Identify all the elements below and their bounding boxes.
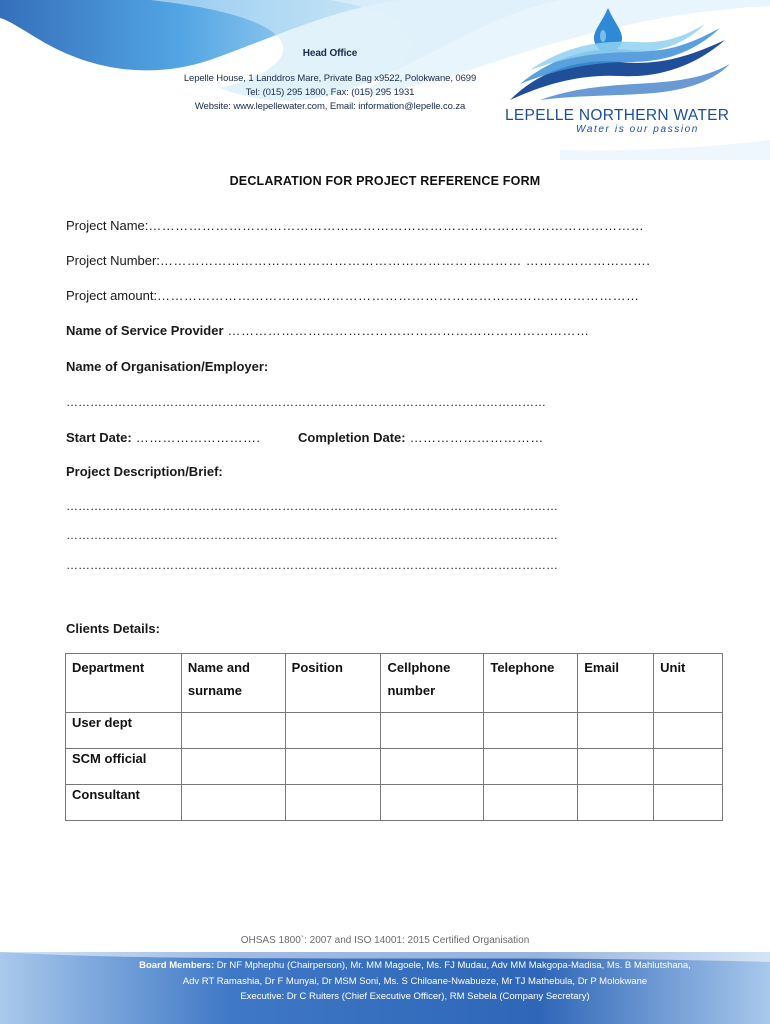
table-cell[interactable]	[578, 749, 654, 785]
completion-date-field[interactable]	[298, 430, 544, 445]
table-row	[66, 785, 723, 821]
description-line-1[interactable]: ……………………………………………………………………………………………………………	[66, 499, 558, 513]
service-provider-field[interactable]	[66, 323, 589, 338]
table-cell[interactable]	[285, 749, 381, 785]
header-cellphone: Cellphone number	[381, 654, 484, 713]
table-cell[interactable]	[181, 713, 285, 749]
project-name-label: Project Name:	[66, 218, 149, 233]
board-line-2: Adv RT Ramashia, Dr F Munyai, Dr MSM Soni, Ms. S Chiloane-Nwabueze, Mr TJ Mathebula, Dr P Molokwane	[182, 975, 648, 987]
organisation-label: Name of Organisation/Employer:	[66, 359, 269, 374]
organisation-field[interactable]: …………………………………………………………………………………………………………	[66, 395, 546, 409]
table-cell[interactable]	[578, 713, 654, 749]
table-cell[interactable]	[654, 749, 723, 785]
table-cell[interactable]	[484, 785, 578, 821]
board-line-1: Board Members: Dr NF Mphephu (Chairperson), Mr. MM Magoele, Ms. FJ Mudau, Adv MM Makgopa-Madisa, Ms. B Mahlutshana,	[139, 960, 691, 971]
clients-details-label: Clients Details:	[66, 621, 160, 636]
service-provider-dots: ………………………………………………………………………	[223, 323, 590, 338]
board-line-3: Executive: Dr C Ruiters (Chief Executive Officer), RM Sebela (Company Secretary)	[240, 991, 590, 1002]
completion-date-label: Completion Date:	[298, 430, 406, 445]
project-number-field[interactable]	[66, 253, 650, 268]
logo-tagline: Water is our passion	[576, 124, 699, 135]
project-amount-label: Project amount:	[66, 288, 158, 303]
completion-date-dots: …………………………	[405, 430, 544, 445]
project-amount-dots: ………………………………………………………………………………………………	[157, 288, 640, 303]
table-cell[interactable]	[654, 785, 723, 821]
header-email: Email	[578, 654, 654, 713]
head-office-title: Head Office	[302, 48, 358, 59]
head-office-web: Website: www.lepellewater.com, Email: information@lepelle.co.za	[194, 101, 466, 112]
certification-text: OHSAS 1800`: 2007 and ISO 14001: 2015 Certified Organisation	[240, 935, 530, 946]
table-cell[interactable]	[484, 713, 578, 749]
project-number-dots: ……………………………………………………………………… ……………………….	[159, 253, 651, 268]
table-cell[interactable]	[381, 713, 484, 749]
table-cell[interactable]	[181, 749, 285, 785]
start-date-dots: ……………………….	[131, 430, 261, 445]
header-telephone: Telephone	[484, 654, 578, 713]
header-name-surname: Name and surname	[181, 654, 285, 713]
table-cell[interactable]	[285, 785, 381, 821]
table-row	[66, 749, 723, 785]
table-cell[interactable]	[578, 785, 654, 821]
head-office-address: Lepelle House, 1 Landdros Mare, Private Bag x9522, Polokwane, 0699	[183, 73, 477, 84]
table-cell[interactable]	[381, 785, 484, 821]
table-cell[interactable]	[654, 713, 723, 749]
table-cell[interactable]	[484, 749, 578, 785]
header-department: Department	[66, 654, 182, 713]
project-number-label: Project Number:	[66, 253, 160, 268]
table-row	[66, 713, 723, 749]
logo-wordmark: LEPELLE NORTHERN WATER	[505, 107, 730, 124]
table-cell[interactable]	[381, 749, 484, 785]
board-members-block	[95, 958, 735, 1005]
project-amount-field[interactable]	[66, 288, 639, 303]
table-header-row	[66, 654, 723, 713]
description-line-2[interactable]: ……………………………………………………………………………………………………………	[66, 528, 558, 542]
head-office-phone: Tel: (015) 295 1800, Fax: (015) 295 1931	[245, 87, 415, 98]
service-provider-label: Name of Service Provider	[66, 323, 224, 338]
header-position: Position	[285, 654, 381, 713]
table-cell[interactable]	[181, 785, 285, 821]
project-name-dots: …………………………………………………………………………………………………	[148, 218, 645, 233]
start-date-label: Start Date:	[66, 430, 132, 445]
row-label-user-dept: User dept	[66, 713, 182, 749]
form-title: DECLARATION FOR PROJECT REFERENCE FORM	[229, 174, 541, 188]
project-name-field[interactable]	[66, 218, 644, 233]
description-line-3[interactable]: ……………………………………………………………………………………………………………	[66, 558, 558, 572]
row-label-scm-official: SCM official	[66, 749, 182, 785]
head-office-block	[150, 47, 510, 114]
row-label-consultant: Consultant	[66, 785, 182, 821]
start-date-field[interactable]	[66, 430, 260, 445]
description-label: Project Description/Brief:	[66, 464, 223, 479]
clients-table	[65, 653, 723, 821]
header-unit: Unit	[654, 654, 723, 713]
table-cell[interactable]	[285, 713, 381, 749]
board-label: Board Members:	[139, 960, 215, 971]
